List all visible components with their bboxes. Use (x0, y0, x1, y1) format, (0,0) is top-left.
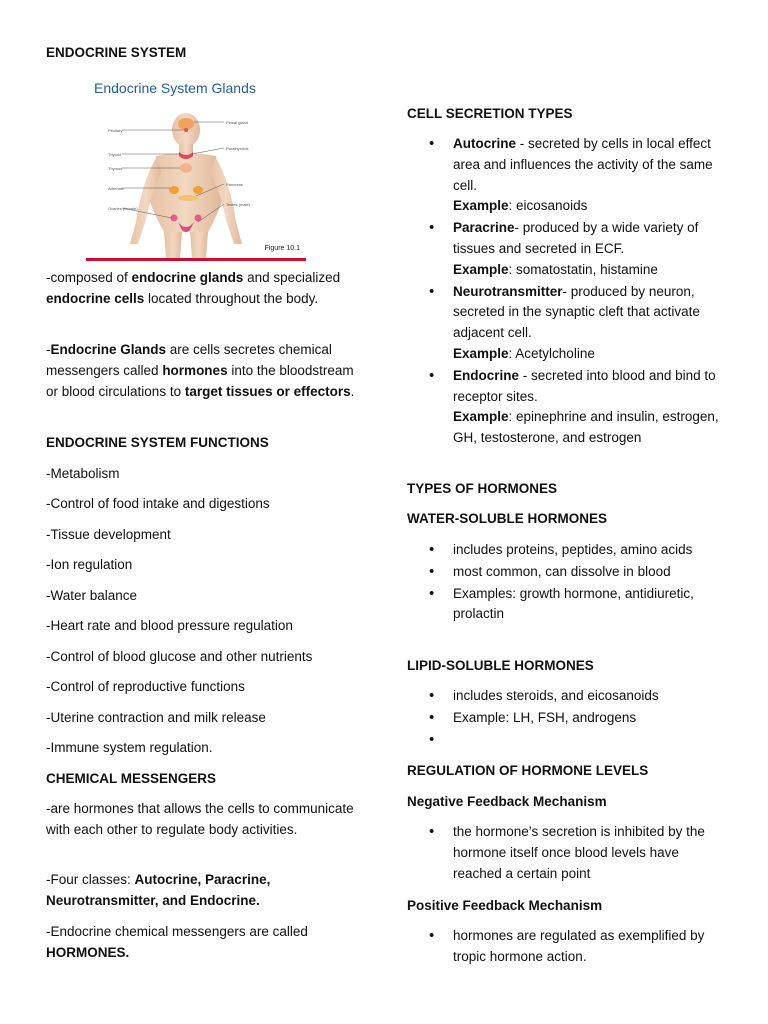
secretion-item-endocrine (407, 366, 729, 449)
list-item: • includes steroids, and eicosanoids (407, 686, 729, 707)
label-pituitary: Pituitary (108, 128, 123, 133)
glands-text-2: into the bloodstream or blood circulations to (46, 362, 354, 399)
secretion-example: : Acetylcholine (508, 345, 595, 361)
intro-text-1: -composed of (46, 270, 132, 285)
function-item: -Metabolism (46, 466, 120, 481)
example-label: Example (453, 261, 509, 277)
label-pancreas: Pancreas (226, 182, 243, 187)
intro-text-3: located throughout the body. (144, 290, 319, 306)
secretion-desc: - secreted into blood and bind to receptor sites. (453, 367, 716, 404)
water-soluble-heading: WATER-SOLUBLE HORMONES (407, 511, 607, 526)
label-thyroid: Thyroid (108, 152, 122, 157)
regulation-heading: REGULATION OF HORMONE LEVELS (407, 763, 649, 778)
function-item: -Uterine contraction and milk release (46, 710, 266, 725)
intro-bold-2: endocrine cells (46, 290, 145, 306)
secretion-name: Paracrine (453, 220, 515, 236)
label-ovaries: Ovaries (female) (108, 206, 138, 211)
figure-number: Figure 10.1 (264, 245, 300, 252)
adrenal-gland (193, 186, 203, 194)
glands-bold-1: Endocrine Glands (50, 342, 167, 357)
secretion-item-autocrine (407, 134, 729, 217)
messengers-p3-text: -Endocrine chemical messengers are called (46, 924, 308, 939)
glands-text-3: . (350, 383, 355, 399)
positive-feedback-list (407, 926, 729, 969)
function-item: -Heart rate and blood pressure regulation (46, 618, 293, 633)
function-item: -Control of food intake and digestions (46, 496, 270, 511)
glands-text-0: - (46, 342, 51, 357)
secretion-name: Autocrine (453, 136, 517, 151)
messengers-p2-bold: Autocrine, Paracrine, Neurotransmitter, and Endocrine. (46, 872, 271, 908)
messengers-paragraph-3 (46, 922, 356, 964)
body-illustration (86, 72, 306, 258)
negative-feedback-list (407, 822, 729, 885)
messengers-p3-bold: HORMONES. (46, 944, 130, 960)
list-item: • most common, can dissolve in blood (407, 562, 729, 583)
function-item: -Water balance (46, 588, 138, 603)
messengers-paragraph-1: -are hormones that allows the cells to communicate with each other to regulate body activities. (46, 801, 354, 837)
figure-title: Endocrine System Glands (94, 80, 256, 96)
messengers-paragraph-2 (46, 870, 346, 912)
list-item: • Example: LH, FSH, androgens (407, 708, 729, 729)
thymus-gland (180, 163, 192, 173)
glands-bold-2: hormones (162, 362, 228, 378)
function-item: -Ion regulation (46, 557, 133, 572)
secretion-item-neurotransmitter (407, 282, 729, 365)
function-item: -Control of reproductive functions (46, 679, 245, 694)
example-label: Example (453, 409, 509, 425)
secretion-item-paracrine (407, 218, 729, 280)
positive-feedback-heading: Positive Feedback Mechanism (407, 898, 603, 913)
label-parathyroids: Parathyroids (226, 146, 249, 151)
function-item: -Control of blood glucose and other nutrients (46, 649, 313, 664)
messengers-p2-text: -Four classes: (46, 872, 135, 887)
intro-paragraph (46, 268, 366, 310)
messengers-heading: CHEMICAL MESSENGERS (46, 771, 217, 786)
pituitary-gland (184, 128, 188, 132)
functions-heading: ENDOCRINE SYSTEM FUNCTIONS (46, 435, 269, 450)
page-title: ENDOCRINE SYSTEM (46, 45, 187, 60)
glands-paragraph (46, 340, 368, 402)
function-item: -Immune system regulation. (46, 740, 213, 755)
secretion-example: : somatostatin, histamine (508, 261, 658, 277)
secretion-name: Neurotransmitter (453, 283, 563, 299)
lipid-soluble-list (407, 686, 729, 751)
list-item-empty (407, 730, 729, 751)
intro-bold-1: endocrine glands (131, 270, 244, 285)
glands-bold-3: target tissues or effectors (184, 383, 351, 399)
list-item: • the hormone’s secretion is inhibited by the hormone itself once blood levels have reached a certain point (407, 822, 729, 884)
example-label: Example (453, 198, 509, 214)
intro-text-2: and specialized (243, 270, 341, 285)
lipid-soluble-heading: LIPID-SOLUBLE HORMONES (407, 658, 594, 673)
pancreas-gland (178, 195, 198, 201)
endocrine-glands-figure (86, 72, 306, 261)
secretion-desc: - secreted by cells in local effect area and influences the activity of the same cell. (453, 136, 713, 193)
secretion-types-heading: CELL SECRETION TYPES (407, 106, 573, 121)
function-item: -Tissue development (46, 527, 171, 542)
label-thymus: Thymus (108, 166, 123, 171)
negative-feedback-heading: Negative Feedback Mechanism (407, 794, 607, 809)
secretion-desc: - produced by a wide variety of tissues and secreted in ECF. (453, 220, 699, 256)
secretion-desc: - produced by neuron, secreted in the synaptic cleft that activate adjacent cell. (453, 283, 700, 341)
example-label: Example (453, 345, 509, 361)
water-soluble-list (407, 540, 729, 626)
label-pineal: Pineal gland (226, 120, 249, 125)
secretion-name: Endocrine (453, 367, 520, 383)
secretion-types-list (407, 134, 729, 450)
secretion-example: : epinephrine and insulin, estrogen, GH, testosterone, and estrogen (453, 409, 719, 446)
label-testes: Testes (male) (226, 202, 251, 207)
list-item: • hormones are regulated as exemplified by tropic hormone action. (407, 926, 729, 968)
adrenal-gland (169, 186, 179, 194)
label-adrenals: Adrenals (108, 186, 124, 191)
glands-text-1: are cells secretes chemical messengers called (46, 342, 332, 378)
types-of-hormones-heading: TYPES OF HORMONES (407, 481, 558, 496)
list-item: • includes proteins, peptides, amino acids (407, 540, 729, 561)
secretion-example: : eicosanoids (508, 198, 588, 214)
list-item: • Examples: growth hormone, antidiuretic, prolactin (407, 584, 729, 626)
